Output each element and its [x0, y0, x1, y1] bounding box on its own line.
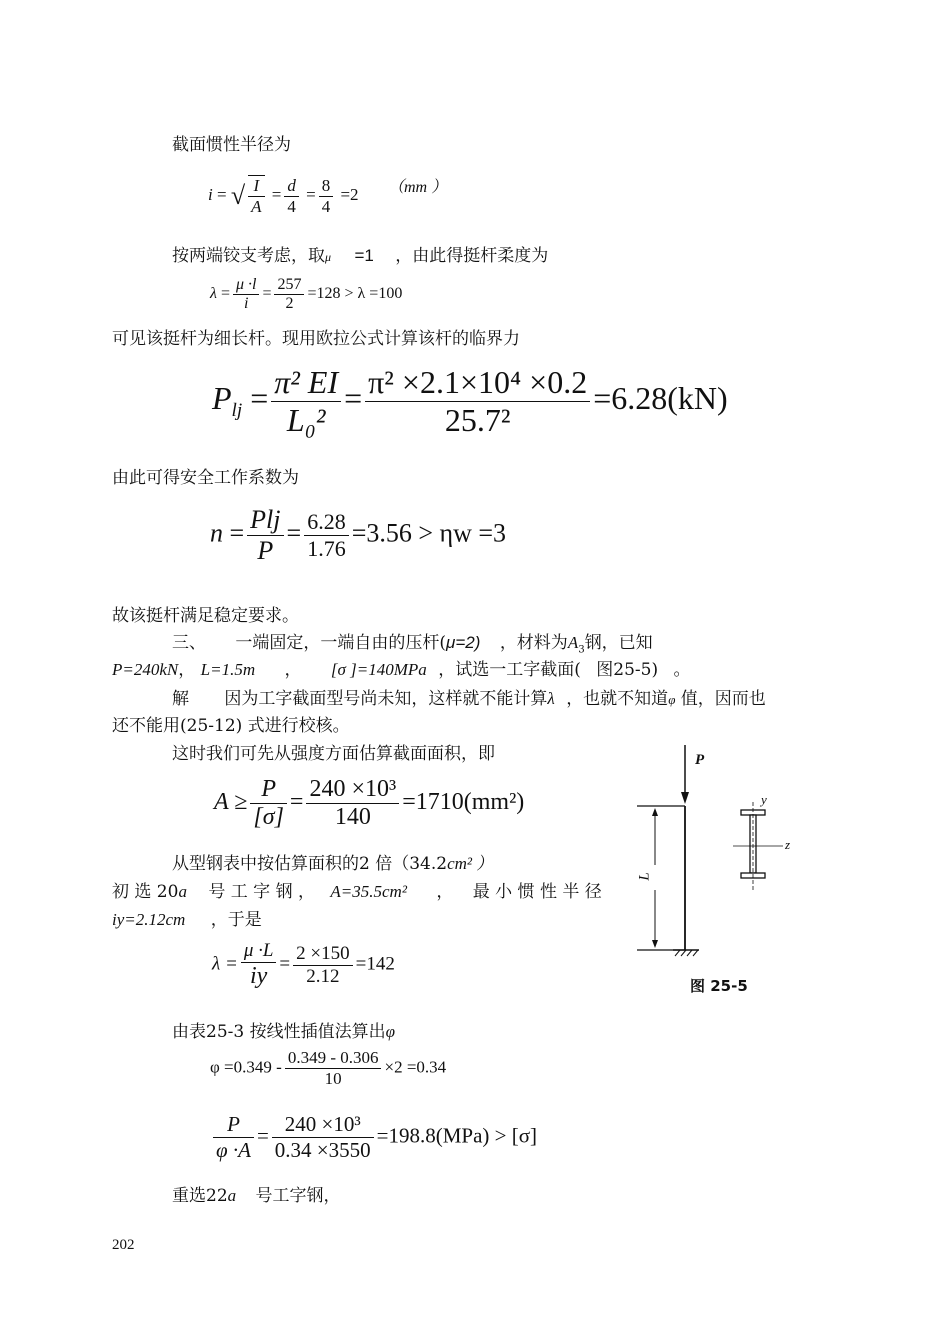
formula-term: π² ×2.1×10⁴ ×0.2 — [365, 364, 590, 402]
page-number: 202 — [112, 1237, 135, 1253]
formula-term: P — [213, 1112, 254, 1138]
formula-term: Plj — [247, 505, 283, 536]
text-line: 故该挺杆满足稳定要求。 — [112, 606, 299, 626]
y-axis-label: y — [761, 792, 767, 807]
text-segment: 。 — [673, 660, 691, 680]
text-segment: 三、 — [172, 633, 206, 653]
formula-term: 140 — [334, 804, 371, 830]
formula-term: λ — [210, 285, 217, 303]
text-segment: 从型钢表中按估算面积的2 倍（34.2 — [172, 854, 448, 874]
mu-value: =1 — [354, 246, 374, 265]
text-segment: ，于是 — [210, 910, 262, 930]
length-label: L — [636, 872, 653, 881]
text-segment: 值，因而也 — [680, 689, 766, 709]
formula-term: iy — [249, 963, 268, 989]
text-segment: ，也就不知道 — [566, 689, 669, 709]
text-line — [172, 852, 493, 876]
formula-slenderness-2: λ = μ ·L iy = $\frac{2 \times 150}{2.12}$ =142 — [212, 940, 395, 989]
formula-term: 257 — [274, 276, 304, 295]
formula-term: 1.76 — [307, 536, 346, 561]
dimension-arrow — [652, 808, 658, 816]
formula-term: 4 — [321, 196, 331, 216]
formula-term: =6.28(kN) — [593, 379, 728, 416]
formula-term: 0.349 - 0.306 — [285, 1048, 382, 1069]
load-label: P — [695, 752, 705, 768]
text-segment: 号工字钢， — [255, 1186, 341, 1206]
formula-term: =3.56 > ηw =3 — [351, 518, 507, 548]
text-line: P=240kN， L=1.5m ， [σ ]=140MPa ，试选一工字截面( 图25-5) 。 — [112, 660, 691, 680]
formula-term: n — [210, 518, 223, 548]
formula-slenderness: λ = $\frac{\mu \cdot l}{i}$ = $\frac{257}{2}$ =128 > λ =100 — [210, 276, 403, 312]
hatch — [693, 950, 698, 956]
formula-term: P — [257, 536, 274, 565]
text-segment: ，由此得挺杆柔度为 — [395, 246, 549, 266]
allowable-stress: [σ ]=140MPa — [330, 660, 427, 679]
lambda-symbol: λ — [547, 689, 555, 708]
formula-term: 10 — [324, 1069, 342, 1088]
formula-safety: n = Plj P = $\frac{6.28}{1.76}$ =3.56 > ηw =3 — [210, 505, 507, 565]
section-suffix: a — [178, 882, 187, 901]
text-segment: 因为工字截面型号尚未知，这样就不能计算 — [224, 689, 548, 709]
text-segment: 按两端铰支考虑，取 — [172, 246, 325, 266]
formula-term: μ ·L — [241, 940, 277, 963]
formula-term: =1710(mm²) — [402, 789, 525, 816]
phi-symbol: φ — [668, 692, 676, 707]
phi-symbol: φ — [385, 1022, 396, 1041]
formula-term: 2 — [285, 295, 294, 312]
formula-term: 6.28 — [304, 509, 349, 536]
text-line — [172, 1020, 395, 1044]
formula-term: d — [284, 176, 299, 197]
text-segment: 重选22 — [172, 1186, 228, 1206]
arrow-head — [681, 792, 689, 804]
text-line — [112, 908, 262, 932]
formula-term: I — [248, 176, 264, 197]
text-segment: 钢，已知 — [584, 633, 653, 653]
z-axis-label: z — [785, 837, 791, 852]
text-line — [172, 1184, 341, 1208]
formula-term: 2 ×150 — [293, 943, 352, 966]
formula-term: =198.8(MPa) > [σ] — [376, 1123, 538, 1148]
hatch — [681, 950, 686, 956]
text-segment: 一端固定，一端自由的压杆( — [235, 633, 447, 653]
text-line: 这时我们可先从强度方面估算截面面积，即 — [172, 744, 495, 764]
text-segment: 最 小 惯 性 半 径 — [472, 882, 602, 902]
text-segment: 初 选 20 — [112, 882, 179, 902]
radius-value: iy=2.12cm — [112, 910, 186, 929]
mu-value: μ=2) — [446, 633, 481, 652]
text-line: 还不能用(25-12) 式进行校核。 — [112, 716, 350, 736]
formula-term: i — [243, 295, 249, 312]
unit-label: cm² ） — [447, 854, 494, 873]
hatch — [675, 950, 680, 956]
material-sub: 3 — [578, 644, 585, 656]
formula-term: [σ] — [253, 804, 284, 830]
mu-symbol: μ — [325, 250, 332, 264]
material: A — [567, 633, 579, 652]
formula-term: π² EI — [271, 364, 341, 402]
text-line: 可见该挺杆为细长杆。现用欧拉公式计算该杆的临界力 — [112, 329, 520, 349]
text-segment: ，材料为 — [499, 633, 568, 653]
hatch — [687, 950, 692, 956]
formula-term: =128 > λ =100 — [307, 285, 403, 303]
dimension-arrow — [652, 940, 658, 948]
formula-stress: $\frac{P}{\varphi \cdot A}$ = $\frac{\text{240 ×10³}}{0.34 \times 3550}$ =198.8(MPa) > [σ] — [210, 1112, 537, 1163]
formula-term: φ ·A — [216, 1138, 251, 1162]
text-line: 由此可得安全工作系数为 — [112, 468, 299, 488]
formula-term: 2.12 — [306, 965, 340, 987]
formula-term: 0.34 ×3550 — [274, 1138, 371, 1162]
formula-term: =142 — [355, 953, 395, 975]
figure-reference: 图25-5) — [596, 660, 659, 680]
section-suffix: a — [227, 1186, 237, 1205]
formula-phi — [210, 1048, 446, 1089]
text-segment: 号 工 字 钢 ， — [208, 882, 315, 902]
formula-term: 25.7² — [444, 402, 511, 438]
text-segment: ，试选一工字截面( — [438, 660, 581, 680]
text-line — [172, 244, 548, 269]
formula-term: ×2 =0.34 — [384, 1057, 447, 1077]
formula-term: P — [250, 776, 287, 804]
formula-radius: i = √ $\frac{I}{A}$ = $\frac{d}{4}$ = $\frac{8}{4}$ =2 — [208, 175, 359, 216]
figure-column-diagram — [625, 740, 815, 969]
text-line: 截面惯性半径为 — [172, 135, 291, 155]
formula-term: L₀² — [286, 402, 326, 438]
formula-term: λ = — [212, 953, 238, 975]
area-value: A=35.5cm² — [330, 882, 407, 901]
formula-term: μ ·l — [233, 276, 259, 295]
formula-term: lj — [231, 400, 243, 422]
length-value: L=1.5m — [200, 660, 256, 679]
formula-term: 4 — [287, 196, 296, 216]
formula-term: φ =0.349 - — [210, 1057, 282, 1077]
text-segment: 解 — [172, 689, 189, 709]
text-line: 初 选 20a 号 工 字 钢 ， A=35.5cm² ， 最 小 惯 性 半 径 — [112, 882, 602, 902]
text-line — [172, 687, 766, 712]
formula-term: 8 — [319, 176, 334, 197]
formula-term: A ≥ — [214, 789, 248, 816]
formula-euler: $P_{lj}$ = $\frac{\text{π² EI}}{\text{L₀²}}$ = $\frac{\text{π² ×2.1×10⁴ ×0.2}}{\text{25.7²}}$ =6.28(kN) — [212, 364, 728, 438]
formula-area: A ≥ $\frac{P}{[\sigma]}$ = $\frac{\text{240 ×10³}}{140}$ =1710(mm²) — [214, 776, 525, 830]
load-value: P=240kN — [112, 660, 179, 679]
formula-term: A — [251, 197, 262, 216]
i-beam-section — [733, 802, 783, 890]
formula-term: 240 ×10³ — [306, 776, 399, 804]
formula-term: 2 — [350, 184, 359, 204]
text-segment: 由表25-3 按线性插值法算出 — [172, 1022, 386, 1042]
figure-caption: 图 25-5 — [690, 977, 748, 995]
unit-label: （mm ） — [388, 179, 448, 196]
formula-term: P — [212, 379, 232, 416]
formula-term: i — [208, 184, 213, 204]
formula-term: 240 ×10³ — [272, 1112, 374, 1138]
